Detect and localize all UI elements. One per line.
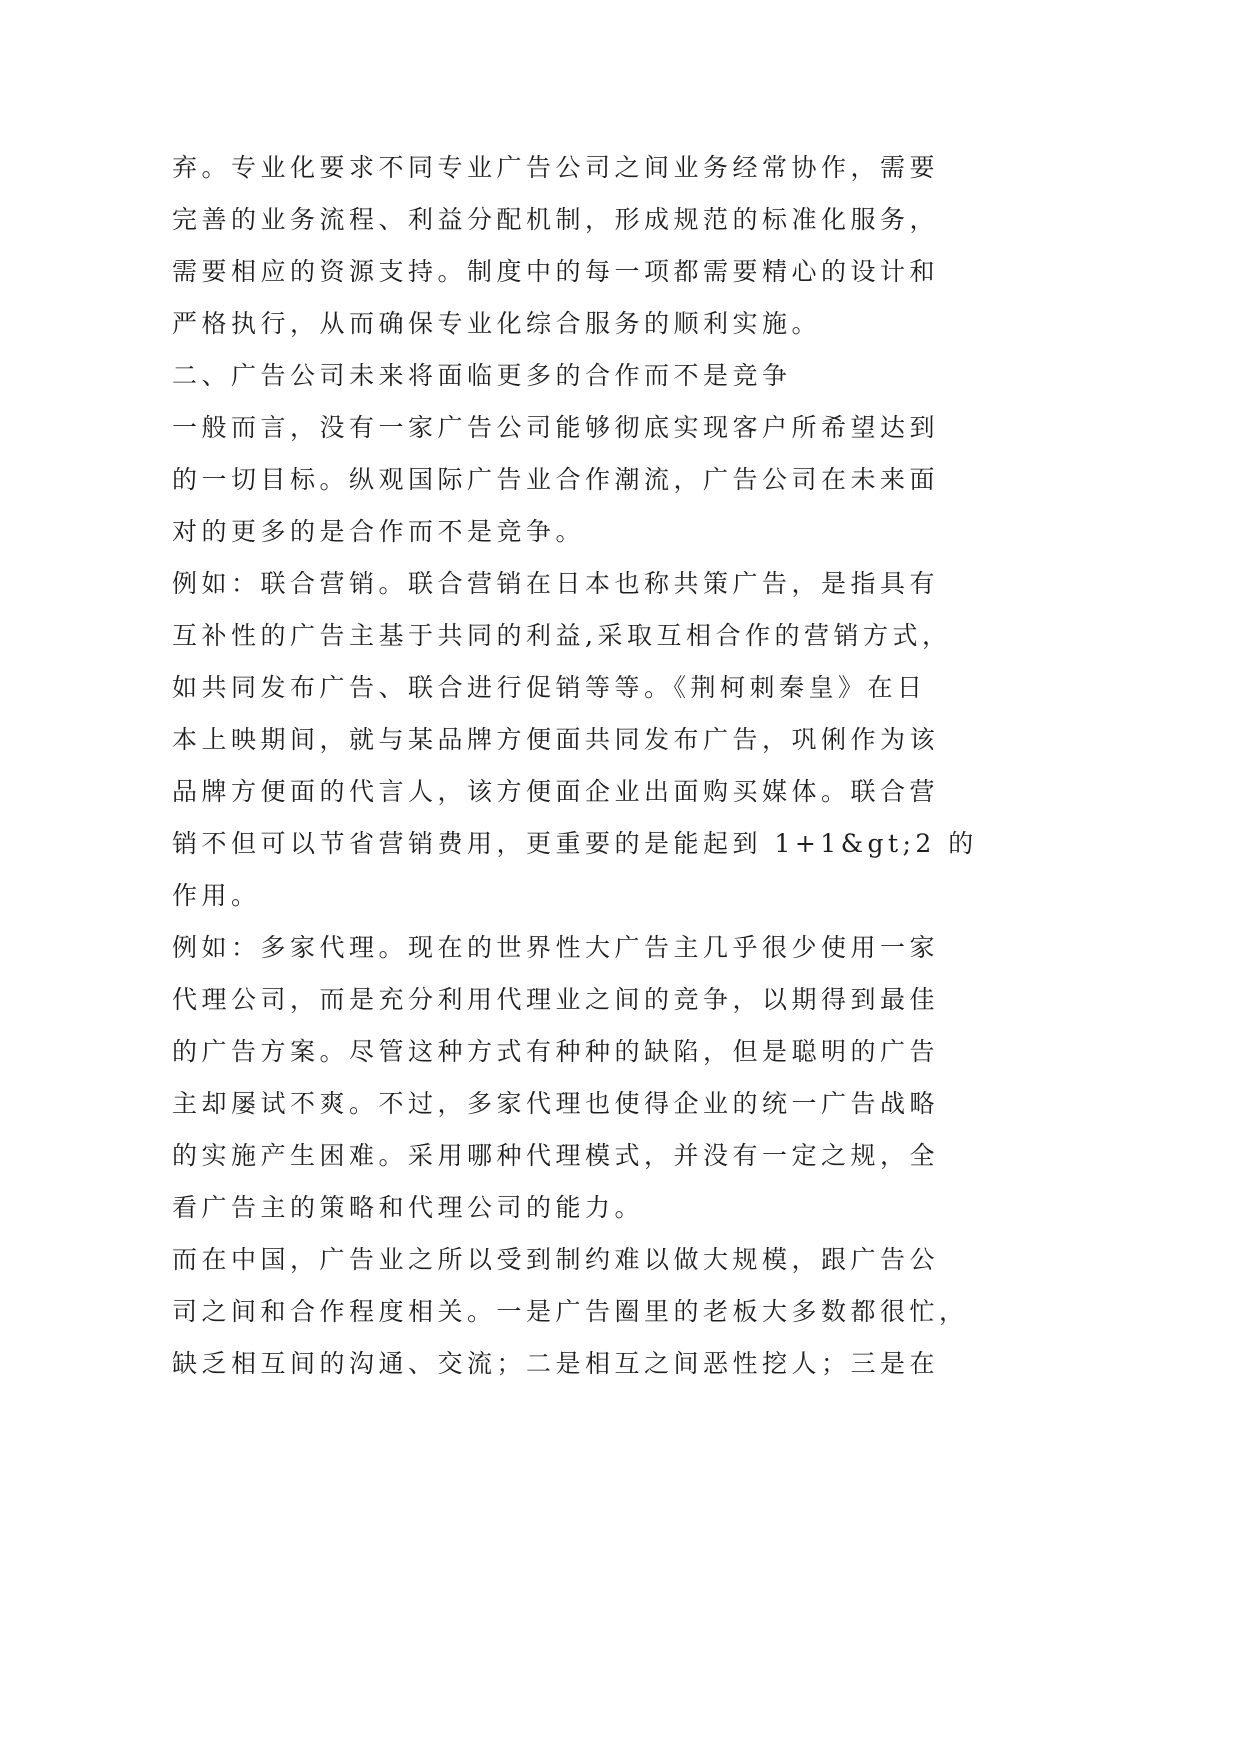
- text-line: 销不但可以节省营销费用，更重要的是能起到 1+1&gt;2 的: [172, 829, 978, 858]
- text-line: 看广告主的策略和代理公司的能力。: [172, 1193, 645, 1222]
- text-line: 严格执行，从而确保专业化综合服务的顺利实施。: [172, 309, 822, 338]
- text-line: 的一切目标。纵观国际广告业合作潮流，广告公司在未来面: [172, 465, 940, 494]
- text-line: 需要相应的资源支持。制度中的每一项都需要精心的设计和: [172, 257, 940, 286]
- text-line: 一般而言，没有一家广告公司能够彻底实现客户所希望达到: [172, 413, 940, 442]
- section-heading: 二、广告公司未来将面临更多的合作而不是竞争: [172, 361, 792, 390]
- text-line: 如共同发布广告、联合进行促销等等。《荆柯刺秦皇》在日: [172, 673, 927, 702]
- text-line: 司之间和合作程度相关。一是广告圈里的老板大多数都很忙，: [172, 1297, 969, 1326]
- body-text: [172, 142, 978, 1390]
- text-line: 完善的业务流程、利益分配机制，形成规范的标准化服务，: [172, 205, 940, 234]
- text-line: 的实施产生困难。采用哪种代理模式，并没有一定之规，全: [172, 1141, 940, 1170]
- text-line: 而在中国，广告业之所以受到制约难以做大规模，跟广告公: [172, 1245, 940, 1274]
- text-line: 互补性的广告主基于共同的利益,采取互相合作的营销方式，: [172, 621, 952, 650]
- text-line: 例如：联合营销。联合营销在日本也称共策广告，是指具有: [172, 569, 940, 598]
- text-line: 弃。专业化要求不同专业广告公司之间业务经常协作，需要: [172, 153, 940, 182]
- text-line: 代理公司，而是充分利用代理业之间的竞争，以期得到最佳: [172, 985, 940, 1014]
- text-line: 主却屡试不爽。不过，多家代理也使得企业的统一广告战略: [172, 1089, 940, 1118]
- text-line: 例如：多家代理。现在的世界性大广告主几乎很少使用一家: [172, 933, 940, 962]
- text-line: 缺乏相互间的沟通、交流；二是相互之间恶性挖人；三是在: [172, 1349, 940, 1378]
- text-line: 的广告方案。尽管这种方式有种种的缺陷，但是聪明的广告: [172, 1037, 940, 1066]
- text-line: 作用。: [172, 881, 261, 910]
- text-line: 品牌方便面的代言人，该方便面企业出面购买媒体。联合营: [172, 777, 940, 806]
- text-line: 对的更多的是合作而不是竞争。: [172, 517, 586, 546]
- text-line: 本上映期间，就与某品牌方便面共同发布广告，巩俐作为该: [172, 725, 940, 754]
